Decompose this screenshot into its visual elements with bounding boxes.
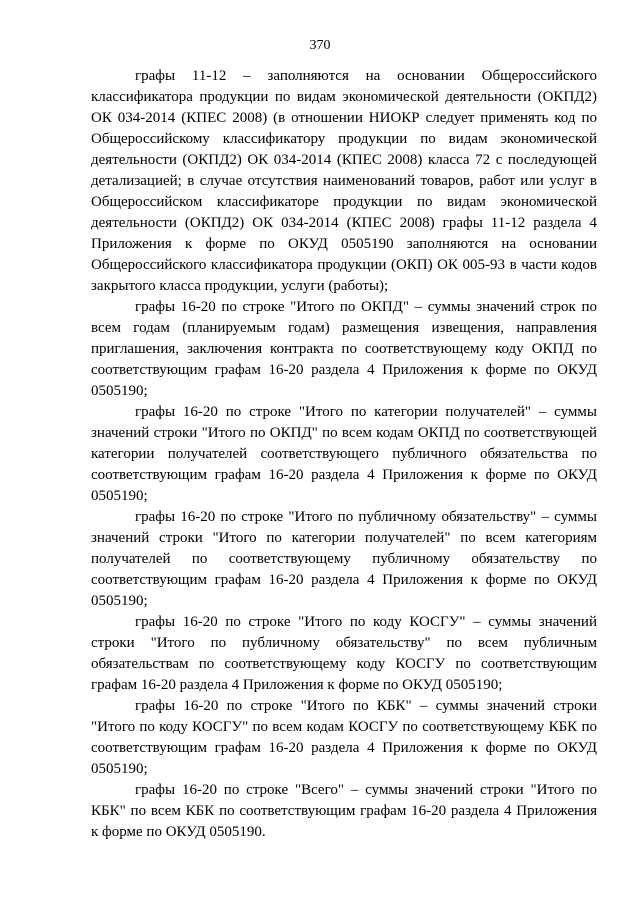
paragraph-total-by-kbk: графы 16-20 по строке "Итого по КБК" – суммы значений строки "Итого по коду КОСГУ" по всем кодам КОСГУ по соответствующему КБК по соответствующим графам 16-20 раздела 4 Приложения к форме по ОКУД 0505190; [91, 698, 597, 777]
page-number: 370 [309, 38, 331, 53]
paragraph-total-by-okpd: графы 16-20 по строке "Итого по ОКПД" – суммы значений строк по всем годам (планируемым годам) размещения извещения, направления приглашения, заключения контракта по соответствующему коду ОКПД по соответствующим графам 16-20 раздела 4 Приложения к форме по ОКУД 0505190; [91, 299, 597, 399]
paragraph-columns-11-12: графы 11-12 – заполняются на основании Общероссийского классификатора продукции по видам экономической деятельности (ОКПД2) ОК 034-2014 (КПЕС 2008) (в отношении НИОКР следует применять код по Общероссийскому классификатору продукции по видам экономической деятельности (ОКПД2) ОК 034-2014 (КПЕС 2008) класса 72 с последующей детализацией; в случае отсутствия наименований товаров, работ или услуг в Общероссийском классификаторе продукции по видам экономической деятельности (ОКПД2) ОК 034-2014 (КПЕС 2008) графы 11-12 раздела 4 Приложения к форме по ОКУД 0505190 заполняются на основании Общероссийского классификатора продукции (ОКП) ОК 005-93 в части кодов закрытого класса продукции, услуги (работы); [91, 68, 597, 294]
paragraph-total-by-recipient-category: графы 16-20 по строке "Итого по категории получателей" – суммы значений строки "Итого по ОКПД" по всем кодам ОКПД по соответствующей категории получателей соответствующего публичного обязательства по соответствующим графам 16-20 раздела 4 Приложения к форме по ОКУД 0505190; [91, 404, 597, 504]
paragraph-total-by-kosgu: графы 16-20 по строке "Итого по коду КОСГУ" – суммы значений строки "Итого по публичному обязательству" по всем публичным обязательствам по соответствующему коду КОСГУ по соответствующим графам 16-20 раздела 4 Приложения к форме по ОКУД 0505190; [91, 614, 597, 693]
body-text [91, 66, 597, 843]
paragraph-grand-total: графы 16-20 по строке "Всего" – суммы значений строки "Итого по КБК" по всем КБК по соответствующим графам 16-20 раздела 4 Приложения к форме по ОКУД 0505190. [91, 782, 597, 840]
paragraph-total-by-public-obligation: графы 16-20 по строке "Итого по публичному обязательству" – суммы значений строки "Итого по категории получателей" по всем категориям получателей по соответствующему публичному обязательству по соответствующим графам 16-20 раздела 4 Приложения к форме по ОКУД 0505190; [91, 509, 597, 609]
